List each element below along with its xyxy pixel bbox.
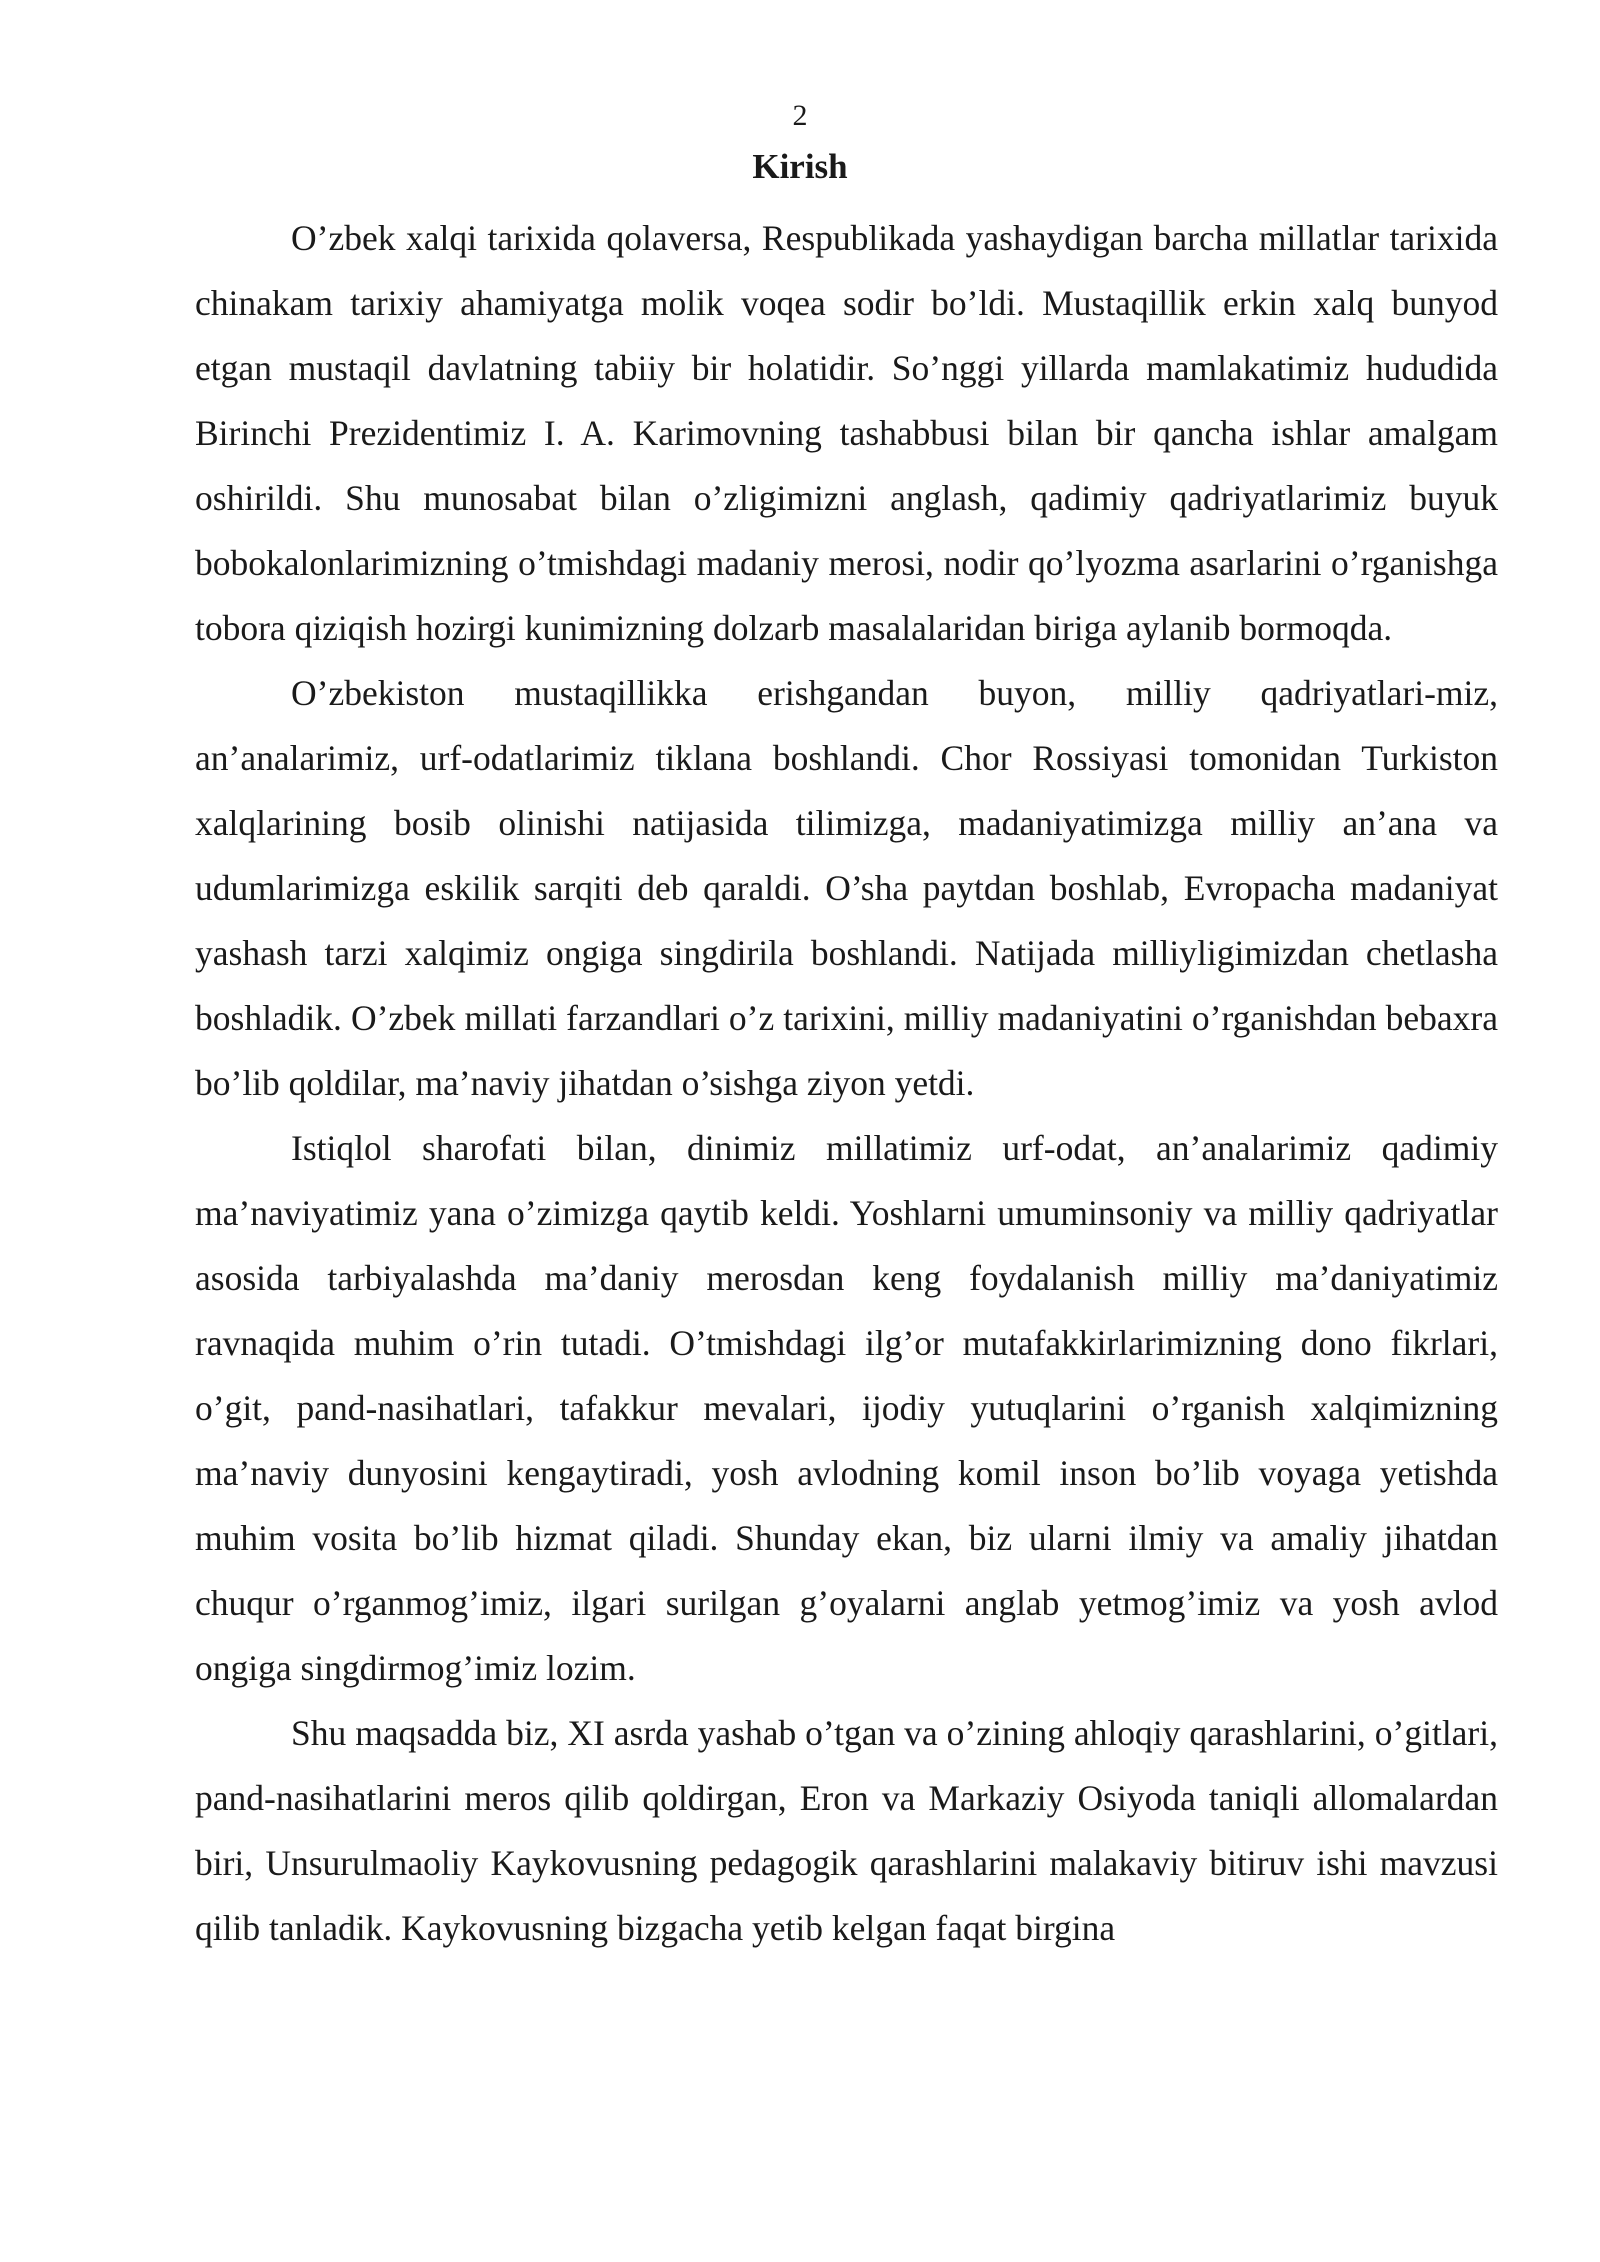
paragraph: Istiqlol sharofati bilan, dinimiz millatimiz urf-odat, an’analarimiz qadimiy ma’naviyatimiz yana o’zimizga qaytib keldi. Yoshlarni umuminsoniy va milliy qadriyatlar asosida tarbiyalashda ma’daniy merosdan keng foydalanish milliy ma’daniyatimiz ravnaqida muhim o’rin tutadi. O’tmishdagi ilg’or mutafakkirlarimizning dono fikrlari, o’git, pand-nasihatlari, tafakkur mevalari, ijodiy yutuqlarini o’rganish xalqimizning ma’naviy dunyosini kengaytiradi, yosh avlodning komil inson bo’lib voyaga yetishda muhim vosita bo’lib hizmat qiladi. Shunday ekan, biz ularni ilmiy va amaliy jihatdan chuqur o’rganmog’imiz, ilgari surilgan g’oyalarni anglab yetmog’imiz va yosh avlod ongiga singdirmog’imiz lozim. (195, 1128, 1498, 1688)
paragraph: Shu maqsadda biz, XI asrda yashab o’tgan va o’zining ahloqiy qarashlarini, o’gitlari, pand-nasihatlarini meros qilib qoldirgan, Eron va Markaziy Osiyoda taniqli allomalardan biri, Unsurulmaoliy Kaykovusning pedagogik qarashlarini malakaviy bitiruv ishi mavzusi qilib tanladik. Kaykovusning bizgacha yetib kelgan faqat birgina (195, 1713, 1498, 1948)
paragraph: O’zbek xalqi tarixida qolaversa, Respublikada yashaydigan barcha millatlar tarixida chinakam tarixiy ahamiyatga molik voqea sodir bo’ldi. Mustaqillik erkin xalq bunyod etgan mustaqil davlatning tabiiy bir holatidir. So’nggi yillarda mamlakatimiz hududida Birinchi Prezidentimiz I. A. Karimovning tashabbusi bilan bir qancha ishlar amalgam oshirildi. Shu munosabat bilan o’zligimizni anglash, qadimiy qadriyatlarimiz buyuk bobokalonlarimizning o’tmishdagi madaniy merosi, nodir qo’lyozma asarlarini o’rganishga tobora qiziqish hozirgi kunimizning dolzarb masalalaridan biriga aylanib bormoqda. (195, 218, 1498, 648)
body-text (195, 206, 1498, 1961)
paragraph: O’zbekiston mustaqillikka erishgandan buyon, milliy qadriyatlari-miz, an’analarimiz, urf-odatlarimiz tiklana boshlandi. Chor Rossiyasi tomonidan Turkiston xalqlarining bosib olinishi natijasida tilimizga, madaniyatimizga milliy an’ana va udumlarimizga eskilik sarqiti deb qaraldi. O’sha paytdan boshlab, Evropacha madaniyat yashash tarzi xalqimiz ongiga singdirila boshlandi. Natijada milliyligimizdan chetlasha boshladik. O’zbek millati farzandlari o’z tarixini, milliy madaniyatini o’rganishdan bebaxra bo’lib qoldilar, ma’naviy jihatdan o’sishga ziyon yetdi. (195, 673, 1498, 1103)
page-number: 2 (792, 99, 808, 132)
section-heading: Kirish (752, 147, 848, 186)
